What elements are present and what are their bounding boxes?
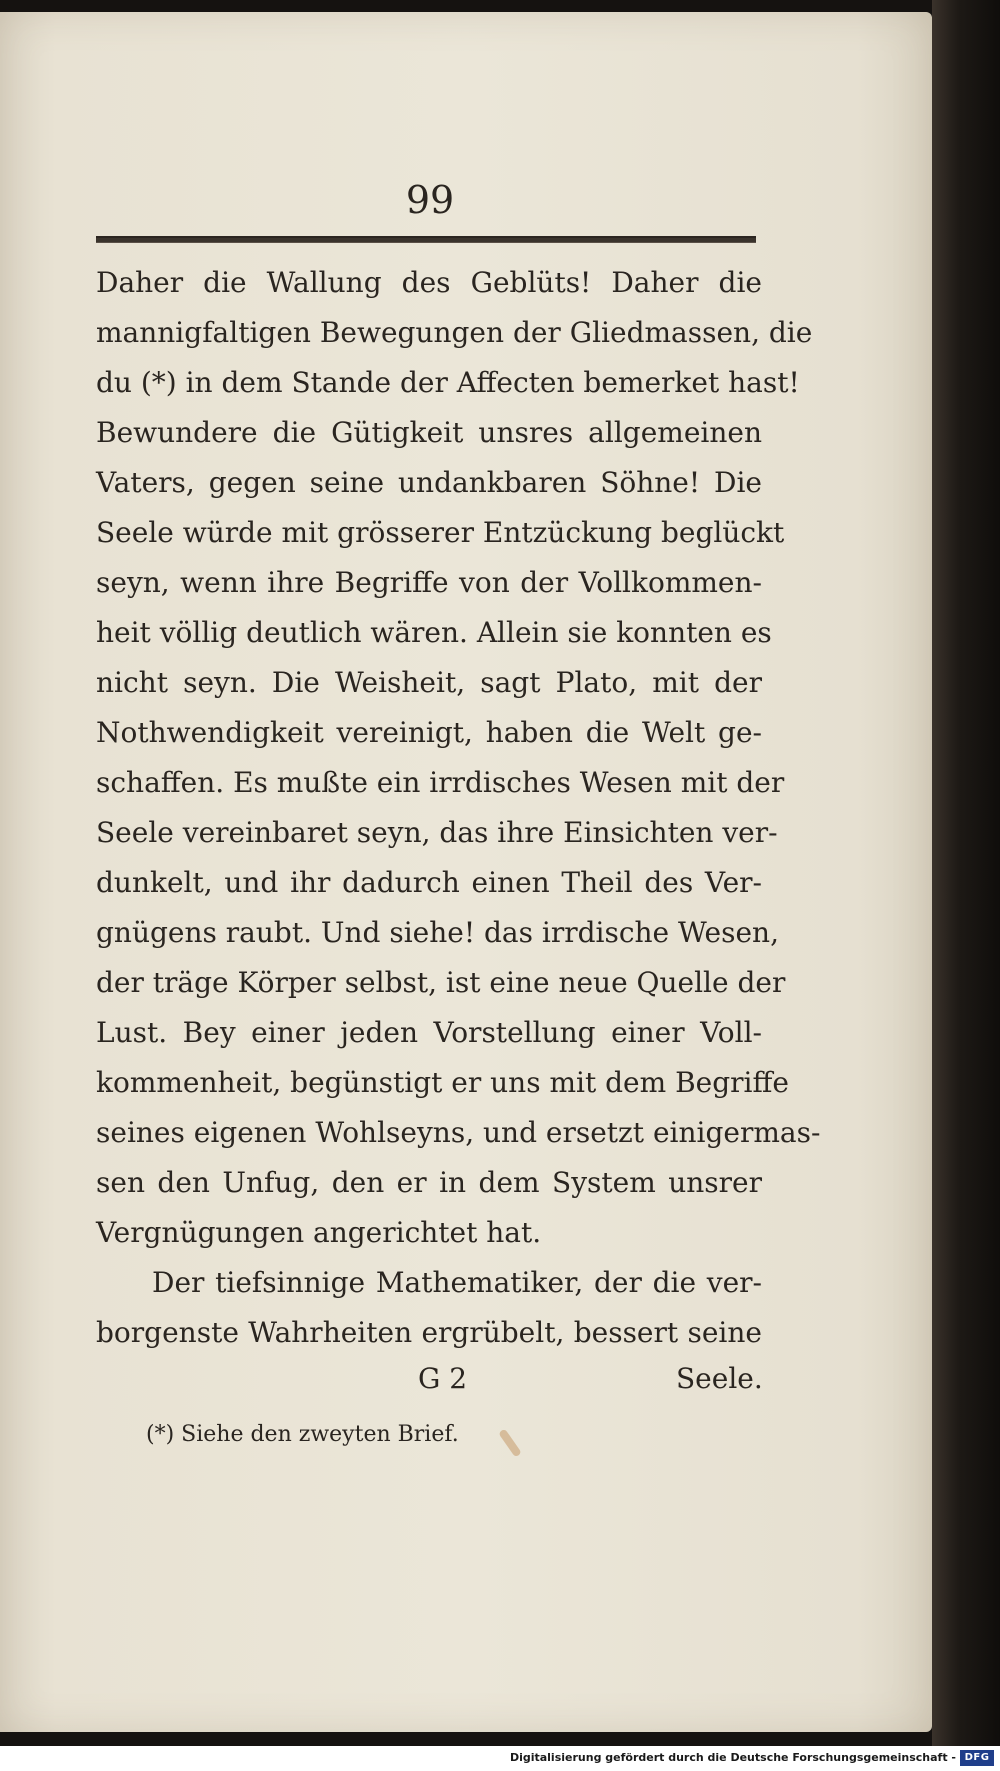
digitization-credit: Digitalisierung gefördert durch die Deutsche Forschungsgemeinschaft -	[509, 1751, 956, 1764]
text-line: gnügens raubt. Und siehe! das irrdische Wesen,	[96, 916, 779, 949]
text-line: heit völlig deutlich wären. Allein sie konnten es	[96, 616, 772, 649]
text-line: seyn, wenn ihre Begriffe von der Vollkommen-	[96, 566, 762, 599]
text-line: dunkelt, und ihr dadurch einen Theil des Ver-	[96, 866, 762, 899]
page-number: 99	[405, 178, 455, 222]
text-line: Lust. Bey einer jeden Vorstellung einer Voll-	[96, 1016, 762, 1049]
text-line: Vaters, gegen seine undankbaren Söhne! Die	[96, 466, 762, 499]
text-line: Vergnügungen angerichtet hat.	[96, 1216, 542, 1249]
text-line: seines eigenen Wohlseyns, und ersetzt einigermas-	[96, 1116, 821, 1149]
text-line: Bewundere die Gütigkeit unsres allgemeinen	[96, 416, 762, 449]
signature-mark: G 2	[418, 1362, 468, 1395]
text-line: der träge Körper selbst, ist eine neue Quelle der	[96, 966, 786, 999]
text-line: Der tiefsinnige Mathematiker, der die ver-	[152, 1266, 762, 1299]
text-line: Daher die Wallung des Geblüts! Daher die	[96, 266, 762, 299]
text-line: schaffen. Es mußte ein irrdisches Wesen mit der	[96, 766, 785, 799]
text-line: kommenheit, begünstigt er uns mit dem Begriffe	[96, 1066, 789, 1099]
text-line: nicht seyn. Die Weisheit, sagt Plato, mit der	[96, 666, 762, 699]
footnote: (*) Siehe den zweyten Brief.	[146, 1422, 459, 1447]
text-line: sen den Unfug, den er in dem System unsrer	[96, 1166, 762, 1199]
catchword: Seele.	[676, 1362, 763, 1395]
dfg-logo-icon: DFG	[960, 1750, 994, 1766]
text-line: mannigfaltigen Bewegungen der Gliedmassen, die	[96, 316, 813, 349]
paragraph-2	[96, 1258, 762, 1358]
paragraph-1	[96, 258, 821, 1258]
text-line: du (*) in dem Stande der Affecten bemerket hast!	[96, 366, 800, 399]
text-line: Seele vereinbaret seyn, das ihre Einsichten ver-	[96, 816, 778, 849]
header-rule	[96, 236, 756, 243]
text-line: Nothwendigkeit vereinigt, haben die Welt ge-	[96, 716, 762, 749]
text-line: borgenste Wahrheiten ergrübelt, bessert seine	[96, 1316, 762, 1349]
book-edge	[932, 0, 1000, 1771]
text-line: Seele würde mit grösserer Entzückung beglückt	[96, 516, 785, 549]
